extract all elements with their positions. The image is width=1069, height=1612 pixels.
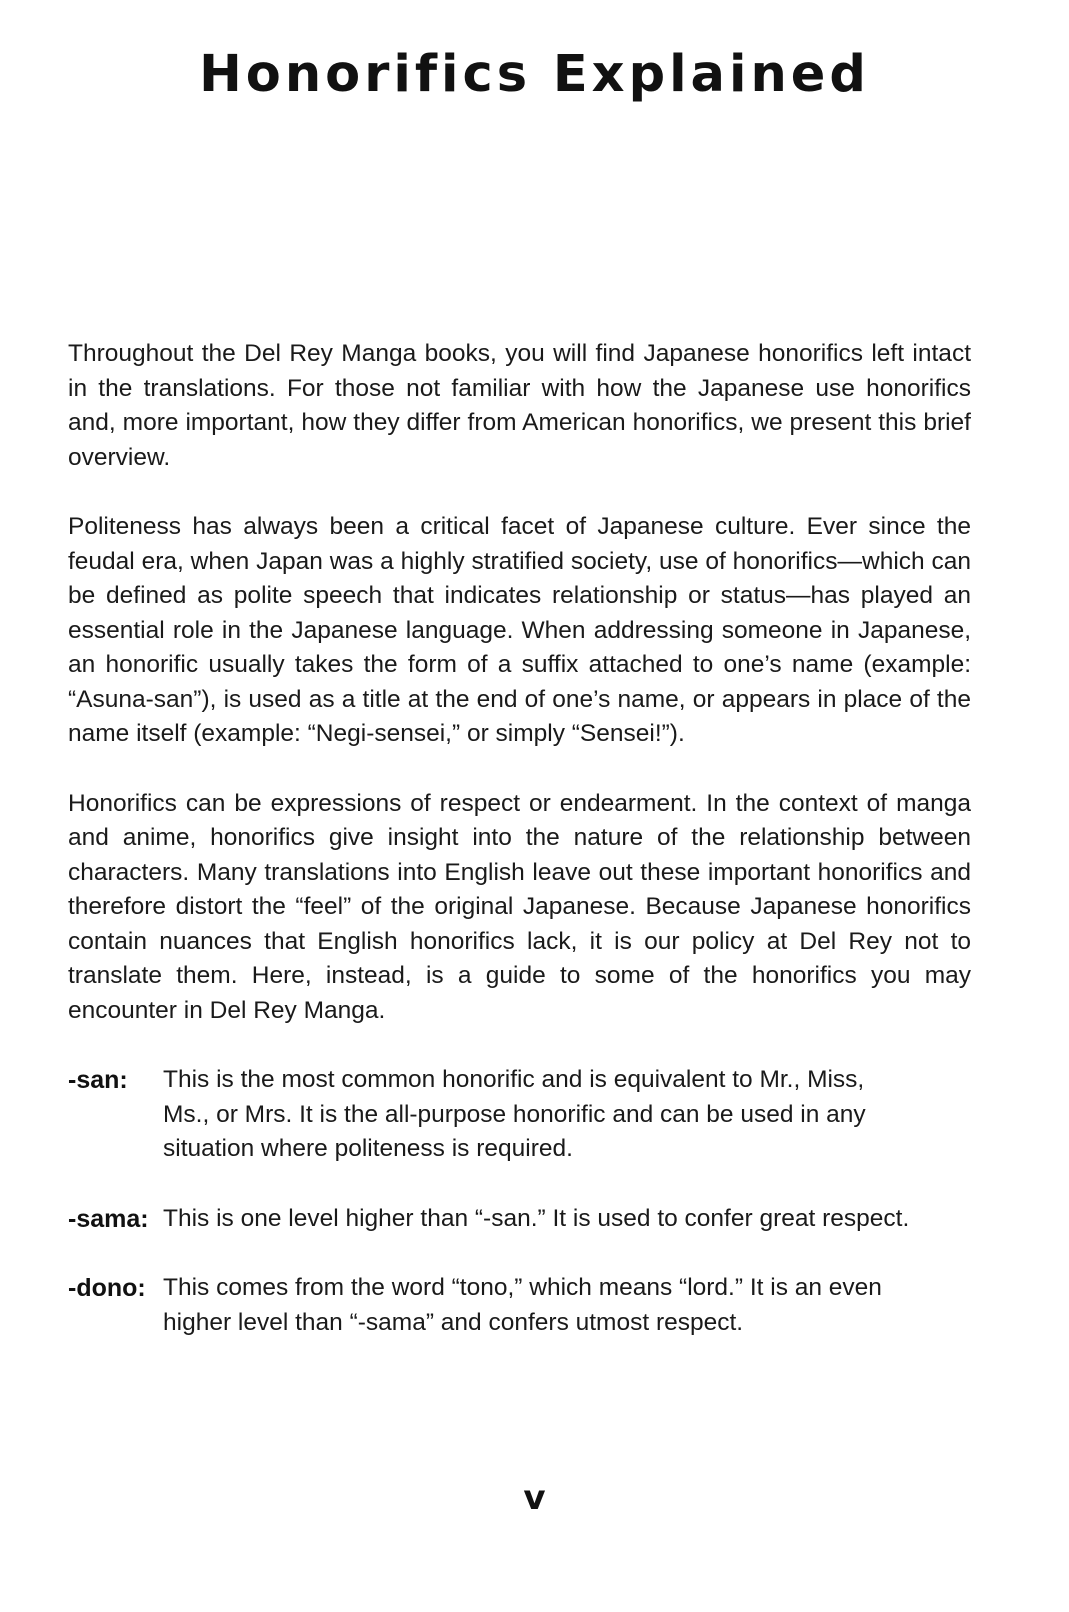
honorific-entry-sama xyxy=(68,1202,971,1237)
paragraph-respect: Honorifics can be expressions of respect or endearment. In the context of manga and anime, honorifics give insight into the nature of the relationship between characters. Many translations into English leave out these important honorifics and therefore distort the “feel” of the original Japanese. Because Japanese honorifics contain nuances that English honorifics lack, it is our policy at Del Rey not to translate them. Here, instead, is a guide to some of the honorifics you may encounter in Del Rey Manga. xyxy=(68,789,971,1024)
body-text xyxy=(68,337,971,1375)
honorific-term: -san: xyxy=(68,1066,128,1094)
honorific-entry-dono xyxy=(68,1271,971,1340)
honorific-definition: This is one level higher than “-san.” It is used to confer great respect. xyxy=(163,1204,910,1232)
honorific-definition: This is the most common honorific and is equivalent to Mr., Miss, Ms., or Mrs. It is the all-purpose honorific and can be used in any situation where politeness is required. xyxy=(163,1066,866,1162)
honorific-term: -sama: xyxy=(68,1204,149,1233)
honorific-entry-san xyxy=(68,1063,971,1167)
paragraph-politeness: Politeness has always been a critical facet of Japanese culture. Ever since the feudal era, when Japan was a highly stratified society, use of honorifics—which can be defined as polite speech that indicates relationship or status—has played an essential role in the Japanese language. When addressing someone in Japanese, an honorific usually takes the form of a suffix attached to one’s name (example: “Asuna-san”), is used as a title at the end of one’s name, or appears in place of the name itself (example: “Negi-sensei,” or simply “Sensei!”). xyxy=(68,513,971,747)
honorific-definition: This comes from the word “tono,” which means “lord.” It is an even higher level than “-sama” and confers utmost respect. xyxy=(163,1274,882,1336)
paragraph-intro: Throughout the Del Rey Manga books, you will find Japanese honorifics left intact in the translations. For those not familiar with how the Japanese use honorifics and, more important, how they differ from American honorifics, we present this brief overview. xyxy=(68,340,971,471)
page-number: v xyxy=(523,1478,546,1518)
page-title: Honorifics Explained xyxy=(199,45,870,104)
honorifics-list xyxy=(68,1063,971,1340)
honorific-term: -dono: xyxy=(68,1274,146,1302)
